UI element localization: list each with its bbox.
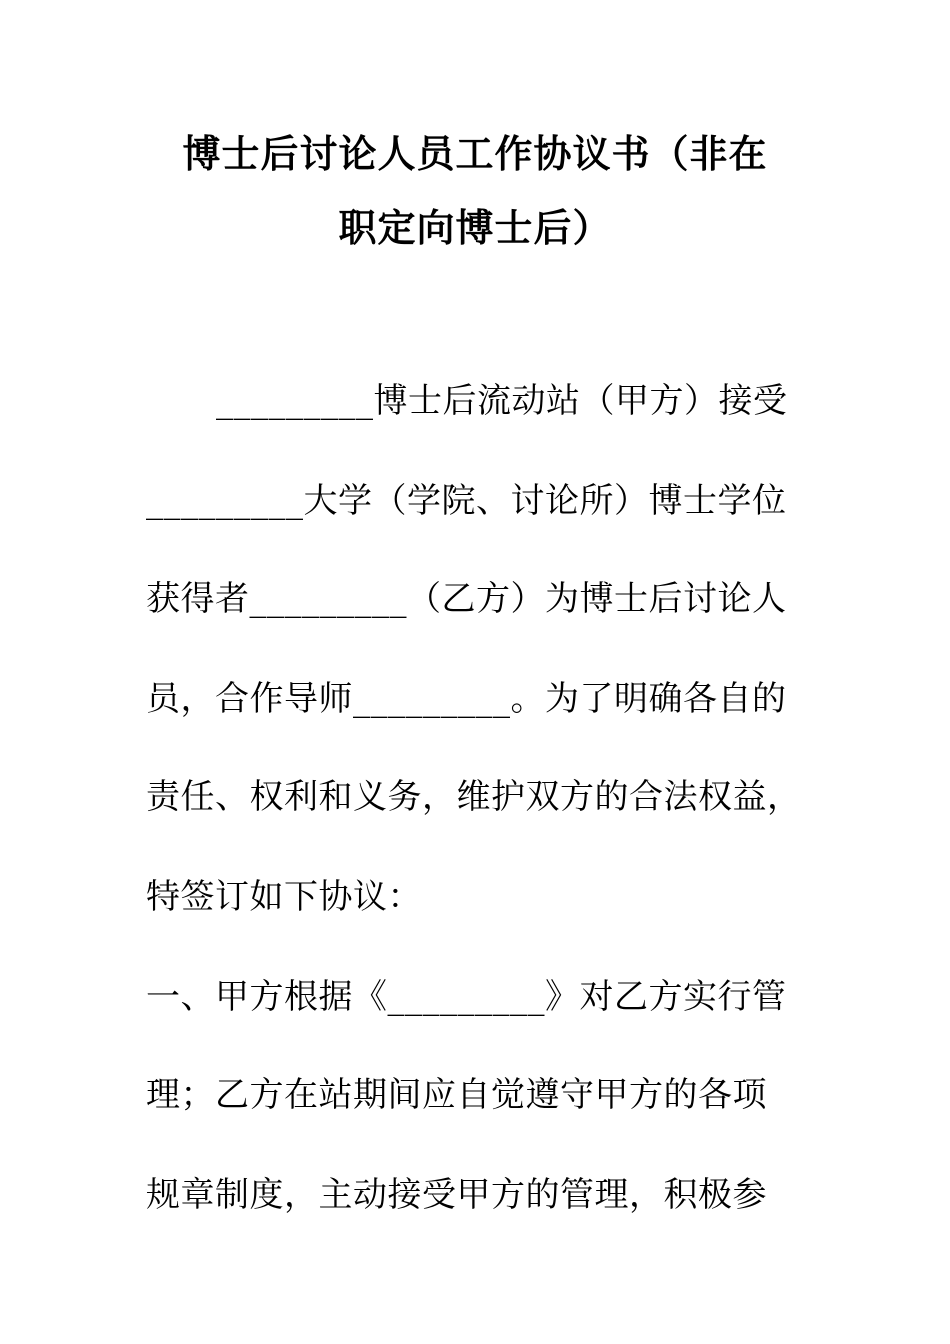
body-line-2: _________大学（学院、讨论所）博士学位 <box>146 481 787 521</box>
body-line-9: 规章制度，主动接受甲方的管理，积极参 <box>146 1175 767 1215</box>
body-line-5: 责任、权利和义务，维护双方的合法权益， <box>146 777 802 817</box>
document-title-line-2: 职定向博士后） <box>338 205 612 250</box>
body-line-8: 理；乙方在站期间应自觉遵守甲方的各项 <box>146 1075 767 1115</box>
body-line-7: 一、甲方根据《_________》对乙方实行管 <box>146 977 787 1017</box>
body-line-6: 特签订如下协议： <box>146 877 422 917</box>
body-line-4: 员，合作导师_________。为了明确各自的 <box>146 679 787 719</box>
body-line-1: _________博士后流动站（甲方）接受 <box>216 381 788 421</box>
document-title-line-1: 博士后讨论人员工作协议书（非在 <box>182 131 768 176</box>
body-line-3: 获得者_________（乙方）为博士后讨论人 <box>146 579 787 619</box>
